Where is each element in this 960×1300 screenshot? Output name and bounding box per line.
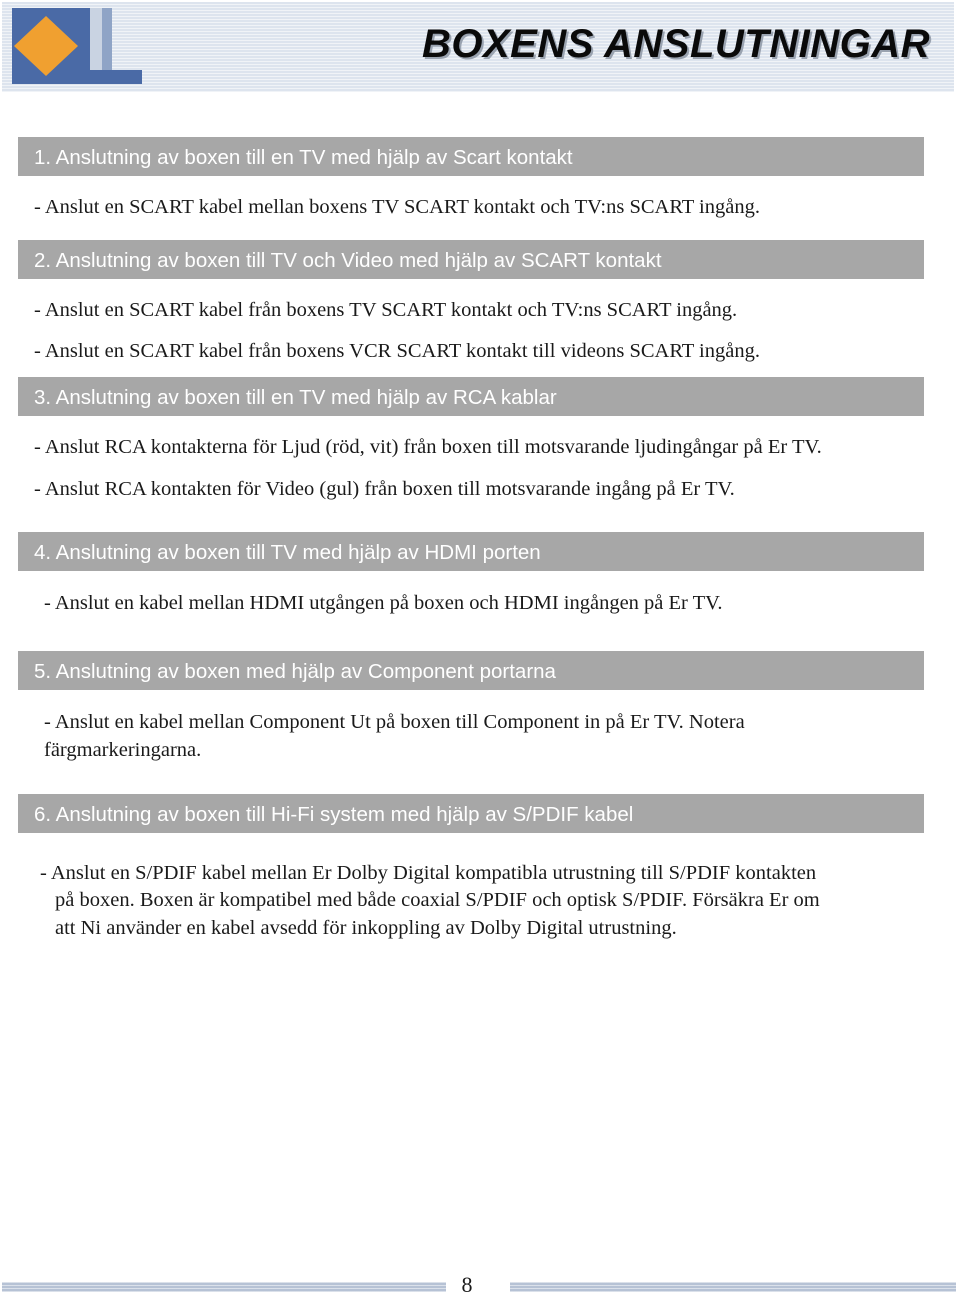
page-title: BOXENS ANSLUTNINGAR	[421, 22, 930, 66]
instruction-text: - Anslut en SCART kabel från boxens TV SCART kontakt och TV:ns SCART ingång.	[34, 299, 738, 321]
section-heading-rca: 3. Anslutning av boxen till en TV med hjälp av RCA kablar	[18, 377, 924, 416]
section-heading-component: 5. Anslutning av boxen med hjälp av Component portarna	[18, 651, 924, 690]
instruction-text: på boxen. Boxen är kompatibel med både coaxial S/PDIF och optisk S/PDIF. Försäkra Er om	[55, 889, 820, 911]
instruction-text: - Anslut en kabel mellan HDMI utgången på boxen och HDMI ingången på Er TV.	[44, 592, 723, 614]
header-band	[2, 2, 954, 92]
instruction-text: - Anslut en SCART kabel från boxens VCR SCART kontakt till videons SCART ingång.	[34, 340, 760, 362]
footer-band-left	[2, 1282, 446, 1292]
instruction-text: - Anslut en SCART kabel mellan boxens TV SCART kontakt och TV:ns SCART ingång.	[34, 196, 760, 218]
footer-band-right	[510, 1282, 956, 1292]
section-heading-spdif: 6. Anslutning av boxen till Hi-Fi system med hjälp av S/PDIF kabel	[18, 794, 924, 833]
logo-icon	[2, 2, 152, 92]
instruction-text: - Anslut RCA kontakterna för Ljud (röd, vit) från boxen till motsvarande ljudingångar på Er TV.	[34, 436, 822, 458]
section-heading-scart-tv-video: 2. Anslutning av boxen till TV och Video med hjälp av SCART kontakt	[18, 240, 924, 279]
section-heading-hdmi: 4. Anslutning av boxen till TV med hjälp av HDMI porten	[18, 532, 924, 571]
instruction-text: - Anslut RCA kontakten för Video (gul) från boxen till motsvarande ingång på Er TV.	[34, 478, 735, 500]
section-heading-scart-tv: 1. Anslutning av boxen till en TV med hjälp av Scart kontakt	[18, 137, 924, 176]
page-number: 8	[461, 1272, 473, 1297]
instruction-text: - Anslut en kabel mellan Component Ut på boxen till Component in på Er TV. Notera färgmarkeringarna.	[44, 711, 745, 761]
instruction-text: att Ni använder en kabel avsedd för inkoppling av Dolby Digital utrustning.	[55, 917, 677, 939]
instruction-text: - Anslut en S/PDIF kabel mellan Er Dolby Digital kompatibla utrustning till S/PDIF kontakten	[40, 862, 817, 884]
